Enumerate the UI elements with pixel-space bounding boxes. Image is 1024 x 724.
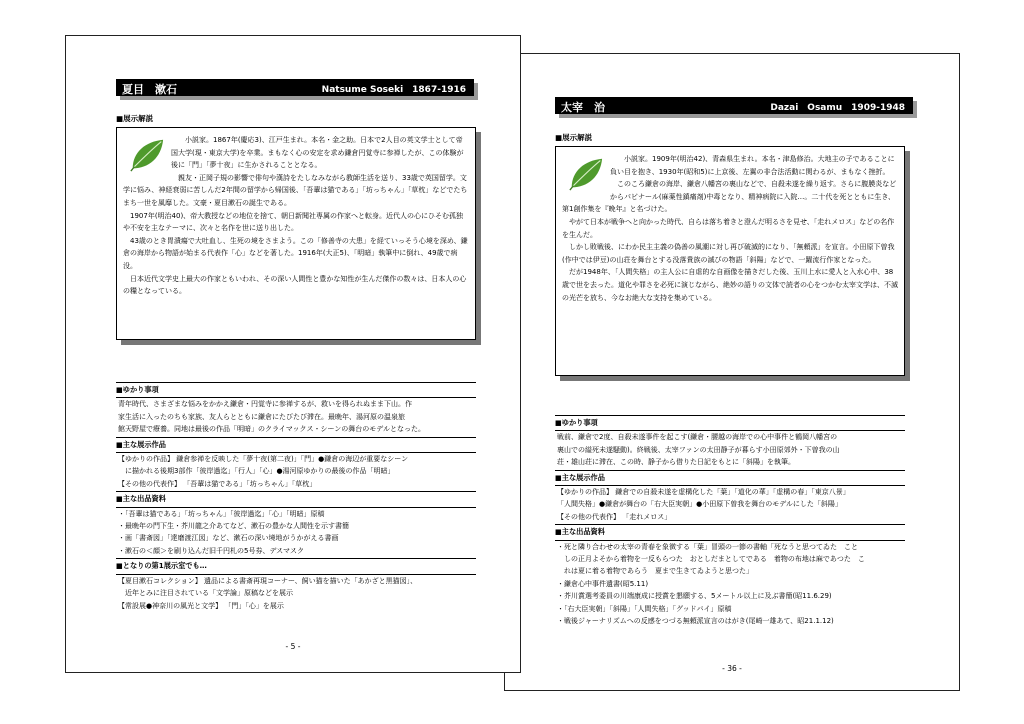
section-heading: ■ゆかり事項 <box>116 382 476 398</box>
section-line: しの正月よそから着物を一反もらつた おとしだまとしてである 着物の布地は麻であつた こ <box>557 555 865 564</box>
title-bar <box>555 97 913 114</box>
paragraph: だが1948年、「人間失格」の主人公に自虐的な自画像を描きだした後、玉川上水に愛人と入水心中、38歳で世を去った。道化や罪さを必死に演じながら、絶妙の語りの文体で読者の心をつかむ太宰文学は、不滅の光芒を放ち、今なお絶大な支持を集めている。 <box>562 268 898 302</box>
section-line: 【その他の代表作】 「吾輩は猫である」「坊っちゃん」「草枕」 <box>118 479 317 488</box>
paragraph: 小説家。1909年(明治42)、青森県生まれ。本名・津島修治。大地主の子であることに負い目を抱き、1930年(昭和5)に上京後、左翼の非合法活動に関わるが、まもなく挫折。 <box>610 155 895 176</box>
section-line: ・芥川賞選考委員の川端康成に授賞を懇願する、5メートル以上に及ぶ書簡(昭11.6.29) <box>557 592 832 601</box>
paragraph: 1907年(明治40)、帝大教授などの地位を捨て、朝日新聞社専属の作家へと転身。近代人の心にひそむ孤独や不安を主なテーマに、次々と名作を世に送り出した。 <box>123 211 464 233</box>
exhibit-heading: ■展示解説 <box>555 133 593 142</box>
paragraph: 43歳のとき胃潰瘍で大吐血し、生死の境をさまよう。この「修善寺の大患」を経ていっそう心境を深め、鎌倉の海岸から物語が始まる代表作「心」などを著した。1916年(大正5)、「明暗」執筆中に倒れ、49歳で病没。 <box>123 236 468 270</box>
author-name-en: Dazai Osamu 1909-1948 <box>770 103 905 113</box>
section-line: 裏山での縊死未遂騒動)。終戦後、太宰ファンの太田静子が暮らす小田原郊外・下曽我の山 <box>557 445 840 454</box>
section-line: ・「右大臣実朝」「斜陽」「人間失格」「グッドバイ」原稿 <box>557 604 732 613</box>
section-line: 家生活に入ったのちも家族、友人らとともに鎌倉にたびたび滞在。最晩年、湯河原の温泉旅 <box>118 412 405 421</box>
paragraph: 日本近代文学史上最大の作家ともいわれ、その深い人間性と豊かな知性が生んだ傑作の数々は、日本人の心の糧となっている。 <box>123 274 467 296</box>
section-line: ・戦後ジャーナリズムへの反感をつづる無頼派宣言のはがき(尾崎一雄あて、昭21.1.12) <box>557 617 834 626</box>
section-line: ・画「書斎図」「達磨渡江図」など、漱石の深い境地がうかがえる書画 <box>118 534 339 543</box>
section-line: ・最晩年の門下生・芥川龍之介あてなど、漱石の豊かな人間性を示す書簡 <box>118 522 349 531</box>
details-section <box>116 381 476 612</box>
section-line: 【ゆかりの作品】 鎌倉参禅を反映した「夢十夜(第二夜)」「門」●鎌倉の海辺が重要なシーン <box>118 455 409 464</box>
section-heading: ■となりの第1展示室でも… <box>116 558 476 574</box>
section-line: 近年とみに注目されている「文学論」原稿などを展示 <box>118 589 293 598</box>
title-bar <box>116 79 474 96</box>
section-line: ・「吾輩は猫である」「坊っちゃん」「彼岸過迄」「心」「明暗」原稿 <box>118 509 325 518</box>
section-line: ・漱石の＜顔＞を刷り込んだ旧千円札の5号券、デスマスク <box>118 546 305 555</box>
section-line: 【その他の代表作】 「走れメロス」 <box>557 512 672 521</box>
section-line: 青年時代、さまざまな悩みをかかえ鎌倉・円覚寺に参禅するが、救いを得られぬまま下山。作 <box>118 400 412 409</box>
details-section <box>555 414 905 628</box>
paragraph: このころ鎌倉の海岸、鎌倉八幡宮の裏山などで、自殺未遂を繰り返す。さらに腹膜炎などからパビナール(麻薬性鎮痛剤)中毒となり、精神病院に入院…。二十代を死とともに生き、第1創作集を『晩年』と名づけた。 <box>562 180 897 214</box>
page-natsume-soseki <box>65 35 521 673</box>
paragraph: やがて日本が戦争へと向かった時代、自らは落ち着きと澄んだ明るさを見せ、「走れメロス」などの名作を生んだ。 <box>562 217 895 239</box>
author-name-jp: 太宰 治 <box>561 101 605 114</box>
author-name-en: Natsume Soseki 1867-1916 <box>321 85 466 95</box>
section-heading: ■ゆかり事項 <box>555 415 905 431</box>
paragraph: 小説家。1867年(慶応3)、江戸生まれ。本名・金之助。日本で2人目の英文学士として帝国大学(現・東京大学)を卒業。まもなく心の安定を求め鎌倉円覚寺に参禅したが、この体験が後に「門」「夢十夜」に生かされることとなる。 <box>171 136 464 170</box>
leaf-icon <box>129 138 165 172</box>
section-line: ・死と隣り合わせの太宰の青春を象徴する「葉」冒頭の一節の書軸「死なうと思つてゐた こと <box>557 542 858 551</box>
section-line: 【常設展●神奈川の風光と文学】 「門」「心」を展示 <box>118 601 284 610</box>
section-heading: ■主な展示作品 <box>555 470 905 486</box>
section-line: れは夏に着る着物であらう 夏まで生きてゐようと思つた」 <box>557 567 753 576</box>
exhibit-description-box <box>555 146 905 376</box>
section-heading: ■主な出品資料 <box>555 524 905 540</box>
section-line: ・鎌倉心中事件遺書(昭5.11) <box>557 579 649 588</box>
paragraph: 親友・正岡子規の影響で俳句や漢詩をたしなみながら教師生活を送り、33歳で英国留学。文学に悩み、神経衰弱に苦しんだ2年間の留学から帰国後、「吾輩は猫である」「坊っちゃん」「草枕」などでたちまち一世を風靡した。文豪・夏目漱石の誕生である。 <box>123 173 468 207</box>
page-number: - 5 - <box>285 642 301 651</box>
exhibit-description-box <box>116 127 476 340</box>
section-line: に描かれる後期3部作「彼岸過迄」「行人」「心」●湯河原ゆかりの最後の作品「明暗」 <box>118 467 395 476</box>
leaf-icon <box>568 157 604 191</box>
page-dazai-osamu <box>504 53 960 691</box>
page-number: - 36 - <box>722 664 742 673</box>
section-line: 【夏目漱石コレクション】 遺品による書斎再現コーナー、飼い猫を描いた「あかざと黒猫図」、 <box>118 576 418 585</box>
section-line: 戦前、鎌倉で2度、自殺未遂事件を起こす(鎌倉・腰越の海岸での心中事件と鶴岡八幡宮の <box>557 433 838 442</box>
section-line: 館天野屋で療養。同地は最後の作品「明暗」のクライマックス・シーンの舞台のモデルとなった。 <box>118 425 425 434</box>
exhibit-heading: ■展示解説 <box>116 114 154 123</box>
author-name-jp: 夏目 漱石 <box>122 83 177 96</box>
section-line: 荘・雄山荘に滞在、この時、静子から借りた日記をもとに「斜陽」を執筆。 <box>557 458 795 467</box>
section-heading: ■主な展示作品 <box>116 437 476 453</box>
section-line: 【ゆかりの作品】 鎌倉での自殺未遂を虚構化した「葉」「道化の華」「虚構の春」「東京八景」 <box>557 488 850 497</box>
section-heading: ■主な出品資料 <box>116 491 476 507</box>
section-line: 「人間失格」●鎌倉が舞台の「右大臣実朝」●小田原下曽我を舞台のモデルにした「斜陽」 <box>557 500 842 509</box>
paragraph: しかし敗戦後、にわか民主主義の偽善の風潮に対し再び破滅的になり、「無頼派」を宣言。小田原下曽我(作中では伊豆)の山荘を舞台とする没落貴族の滅びの物語「斜陽」などで、一躍流行作家となった。 <box>562 243 895 264</box>
